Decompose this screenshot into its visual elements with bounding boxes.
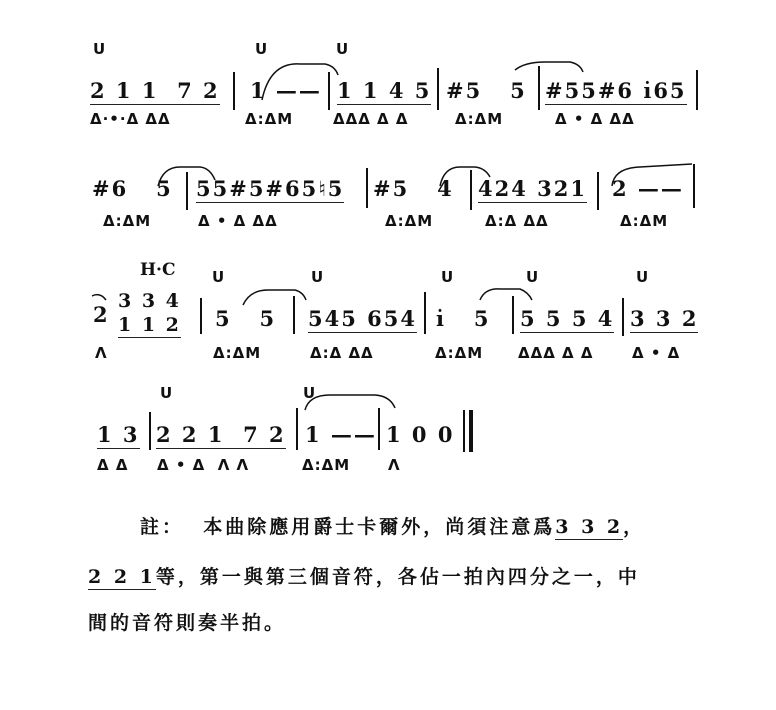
measure-strokes: Δ:ΔΜ — [620, 212, 669, 230]
bowing-mark: U — [93, 40, 106, 58]
measure-strokes: Δ:Δ ΔΔ — [485, 212, 549, 230]
bowing-mark: U — [303, 384, 316, 402]
barline — [200, 298, 202, 334]
chord-lower-notes: 1 1 2 — [118, 314, 181, 336]
measure-notes: 5 5 — [215, 306, 277, 331]
barline — [328, 72, 330, 110]
measure-notes: 1 —— — [305, 422, 377, 447]
measure-strokes: Λ — [388, 456, 401, 474]
measure-notes: 1 —— — [250, 78, 322, 103]
measure-notes: 424 321 — [478, 176, 587, 201]
chord-upper-notes: 3 3 4 — [118, 290, 181, 312]
barline — [696, 70, 698, 110]
final-barline — [469, 410, 473, 452]
measure-notes: 1 3 — [97, 422, 140, 447]
footnote-line-3: 間的音符則奏半拍。 — [88, 612, 287, 634]
bowing-mark: U — [636, 268, 649, 286]
bowing-mark: U — [160, 384, 173, 402]
measure-strokes: Δ • Δ ΔΔ — [555, 110, 635, 128]
measure-notes: 55#5#65♮5 — [196, 176, 345, 201]
barline — [424, 292, 426, 334]
measure-notes: #6 5 — [92, 176, 173, 201]
measure-notes: 2 1 1 7 2 — [90, 78, 220, 103]
measure-strokes: Δ • Δ Λ Λ — [157, 456, 250, 474]
measure-notes: #5 4 — [373, 176, 454, 201]
measure-strokes: Λ — [95, 344, 108, 362]
barline — [378, 408, 380, 450]
bowing-mark: U — [255, 40, 268, 58]
measure-strokes: Δ:ΔΜ — [455, 110, 504, 128]
bowing-mark: U — [212, 268, 225, 286]
measure-notes: 1 1 4 5 — [337, 78, 432, 103]
measure-strokes: Δ Δ — [97, 456, 129, 474]
example-notes: 2 2 1 — [88, 566, 156, 588]
barline — [437, 68, 439, 110]
measure-notes: 1 0 0 — [386, 422, 455, 447]
section-label: H·C — [140, 260, 176, 280]
footnote-line-2 — [88, 562, 640, 589]
measure-notes: 5 5 5 4 — [520, 306, 615, 331]
measure-strokes: Δ:ΔΜ — [103, 212, 152, 230]
measure-strokes: Δ:ΔΜ — [385, 212, 434, 230]
barline — [538, 66, 540, 110]
measure-notes: 545 654 — [308, 306, 417, 331]
bowing-mark: U — [526, 268, 539, 286]
barline — [470, 170, 472, 210]
measure-notes: 2 —— — [612, 176, 684, 201]
measure-strokes: Δ • Δ ΔΔ — [198, 212, 278, 230]
barline — [366, 168, 368, 208]
measure-strokes: Δ:ΔΜ — [245, 110, 294, 128]
final-barline — [463, 410, 465, 452]
measure-notes: 2 2 1 7 2 — [156, 422, 286, 447]
barline — [233, 72, 235, 110]
footnote-text: 等，第一與第三個音符，各佔一拍內四分之一，中 — [155, 566, 640, 588]
example-notes: 3 3 2 — [555, 516, 624, 538]
barline — [186, 172, 188, 210]
barline — [622, 298, 624, 336]
barline — [293, 296, 295, 334]
barline — [149, 412, 151, 450]
barline — [512, 296, 514, 334]
barline — [296, 408, 298, 450]
measure-notes: #55#6 i̇65 — [545, 78, 687, 103]
measure-notes: 2 — [93, 302, 110, 327]
measure-strokes: Δ:ΔΜ — [435, 344, 484, 362]
measure-strokes: ΔΔΔ Δ Δ — [333, 110, 409, 128]
measure-notes: #5 5 — [446, 78, 527, 103]
bowing-mark: U — [336, 40, 349, 58]
bowing-mark: U — [311, 268, 324, 286]
comma: ， — [623, 516, 646, 538]
barline — [597, 172, 599, 210]
measure-strokes: ΔΔΔ Δ Δ — [518, 344, 594, 362]
bowing-mark: U — [441, 268, 454, 286]
measure-strokes: Δ • Δ — [632, 344, 681, 362]
measure-notes: 3 3 2 — [630, 306, 699, 331]
measure-strokes: Δ:ΔΜ — [302, 456, 351, 474]
footnote-text: 註： 本曲除應用爵士卡爾外，尚須注意爲 — [140, 516, 556, 538]
measure-strokes: Δ:Δ ΔΔ — [310, 344, 374, 362]
measure-notes: i̇ 5 — [436, 306, 491, 331]
measure-strokes: Δ·•·Δ ΔΔ — [90, 110, 171, 128]
footnote-line-1 — [140, 512, 645, 539]
measure-strokes: Δ:ΔΜ — [213, 344, 262, 362]
barline — [693, 164, 695, 208]
